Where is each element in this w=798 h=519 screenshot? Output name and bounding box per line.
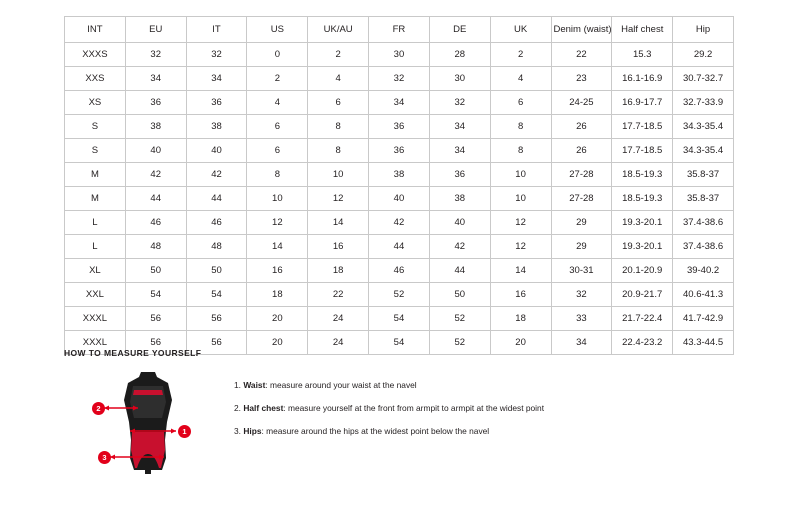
size-chart-table [64, 16, 734, 355]
table-cell: 6 [308, 91, 369, 115]
table-cell: 44 [186, 187, 247, 211]
measure-note-text: : measure yourself at the front from armpit to armpit at the widest point [283, 403, 545, 413]
measure-note-term: Waist [243, 380, 266, 390]
table-cell: 38 [429, 187, 490, 211]
table-cell: 37.4-38.6 [673, 211, 734, 235]
table-header-row [65, 17, 734, 43]
table-cell: 22 [551, 43, 612, 67]
table-cell: 24 [308, 307, 369, 331]
table-cell: 2 [308, 43, 369, 67]
table-row [65, 43, 734, 67]
table-cell: 44 [429, 259, 490, 283]
table-cell: XL [65, 259, 126, 283]
table-cell: XXXL [65, 331, 126, 355]
table-cell: 54 [369, 307, 430, 331]
table-cell: 32 [125, 43, 186, 67]
table-cell: 2 [490, 43, 551, 67]
measure-notes-list [234, 380, 544, 449]
table-cell: 41.7-42.9 [673, 307, 734, 331]
table-cell: 26 [551, 139, 612, 163]
measurement-arrows-icon [90, 370, 210, 490]
table-column-header: DE [429, 17, 490, 43]
table-cell: S [65, 139, 126, 163]
table-cell: 29 [551, 235, 612, 259]
table-cell: 27-28 [551, 163, 612, 187]
table-cell: 35.8-37 [673, 163, 734, 187]
table-cell: 42 [429, 235, 490, 259]
table-cell: 56 [186, 307, 247, 331]
table-cell: 50 [186, 259, 247, 283]
table-cell: S [65, 115, 126, 139]
table-cell: 36 [186, 91, 247, 115]
table-row [65, 283, 734, 307]
table-cell: 8 [247, 163, 308, 187]
table-cell: 16.9-17.7 [612, 91, 673, 115]
table-cell: 56 [125, 307, 186, 331]
table-cell: 33 [551, 307, 612, 331]
table-cell: 40 [186, 139, 247, 163]
table-cell: 35.8-37 [673, 187, 734, 211]
table-cell: 18 [247, 283, 308, 307]
table-cell: XS [65, 91, 126, 115]
table-cell: 46 [186, 211, 247, 235]
table-row [65, 187, 734, 211]
table-cell: 34 [429, 139, 490, 163]
table-row [65, 235, 734, 259]
table-cell: 30-31 [551, 259, 612, 283]
table-cell: 38 [186, 115, 247, 139]
table-cell: 54 [369, 331, 430, 355]
table-cell: 4 [308, 67, 369, 91]
table-cell: 10 [490, 163, 551, 187]
table-cell: 56 [125, 331, 186, 355]
how-to-measure-body [64, 368, 744, 490]
table-cell: 42 [125, 163, 186, 187]
table-cell: 21.7-22.4 [612, 307, 673, 331]
table-cell: 19.3-20.1 [612, 235, 673, 259]
table-cell: 30 [369, 43, 430, 67]
table-cell: 52 [369, 283, 430, 307]
table-cell: 40 [369, 187, 430, 211]
measure-note-term: Hips [243, 426, 262, 436]
table-cell: 8 [490, 139, 551, 163]
measure-note-number: 3. [234, 426, 241, 436]
table-cell: 56 [186, 331, 247, 355]
table-cell: 18.5-19.3 [612, 187, 673, 211]
measure-note-text: : measure around the hips at the widest point below the navel [261, 426, 490, 436]
table-row [65, 307, 734, 331]
table-cell: 12 [308, 187, 369, 211]
table-cell: 44 [369, 235, 430, 259]
table-cell: 8 [308, 139, 369, 163]
table-cell: XXL [65, 283, 126, 307]
table-cell: 52 [429, 307, 490, 331]
table-cell: 18.5-19.3 [612, 163, 673, 187]
measure-note-number: 2. [234, 403, 241, 413]
table-cell: L [65, 235, 126, 259]
table-cell: 16 [308, 235, 369, 259]
table-cell: 36 [125, 91, 186, 115]
table-cell: 38 [125, 115, 186, 139]
table-row [65, 139, 734, 163]
table-cell: 17.7-18.5 [612, 115, 673, 139]
table-cell: 12 [247, 211, 308, 235]
table-cell: 37.4-38.6 [673, 235, 734, 259]
table-column-header: UK [490, 17, 551, 43]
table-cell: 34.3-35.4 [673, 139, 734, 163]
measure-note [234, 380, 544, 390]
table-cell: 40 [429, 211, 490, 235]
table-cell: 52 [429, 331, 490, 355]
table-row [65, 163, 734, 187]
table-cell: 36 [369, 115, 430, 139]
table-cell: M [65, 163, 126, 187]
table-cell: 0 [247, 43, 308, 67]
table-cell: 43.3-44.5 [673, 331, 734, 355]
table-cell: 29 [551, 211, 612, 235]
measure-marker-1: 1 [178, 425, 191, 438]
table-cell: 40.6-41.3 [673, 283, 734, 307]
table-column-header: IT [186, 17, 247, 43]
table-cell: 4 [247, 91, 308, 115]
table-cell: 14 [490, 259, 551, 283]
measure-marker-2: 2 [92, 402, 105, 415]
table-cell: 48 [125, 235, 186, 259]
table-cell: 54 [125, 283, 186, 307]
table-cell: 32 [551, 283, 612, 307]
table-column-header: UK/AU [308, 17, 369, 43]
table-column-header: Hip [673, 17, 734, 43]
table-cell: 30 [429, 67, 490, 91]
table-cell: 34 [429, 115, 490, 139]
how-to-measure-title: HOW TO MEASURE YOURSELF [64, 348, 202, 358]
table-cell: 32 [369, 67, 430, 91]
table-cell: 14 [247, 235, 308, 259]
table-cell: 4 [490, 67, 551, 91]
table-cell: 26 [551, 115, 612, 139]
table-cell: 36 [429, 163, 490, 187]
table-cell: 40 [125, 139, 186, 163]
table-cell: 12 [490, 211, 551, 235]
table-cell: 39-40.2 [673, 259, 734, 283]
table-column-header: Denim (waist) [551, 17, 612, 43]
table-cell: L [65, 211, 126, 235]
table-cell: 23 [551, 67, 612, 91]
table-cell: 32.7-33.9 [673, 91, 734, 115]
measure-note-number: 1. [234, 380, 241, 390]
table-cell: 2 [247, 67, 308, 91]
table-cell: 38 [369, 163, 430, 187]
table-cell: 10 [308, 163, 369, 187]
table-cell: 19.3-20.1 [612, 211, 673, 235]
measure-note [234, 403, 544, 413]
table-cell: 24-25 [551, 91, 612, 115]
table-cell: 20.9-21.7 [612, 283, 673, 307]
table-cell: 16 [247, 259, 308, 283]
table-cell: 12 [490, 235, 551, 259]
table-cell: 18 [308, 259, 369, 283]
table-cell: 36 [369, 139, 430, 163]
measure-note-term: Half chest [243, 403, 284, 413]
table-cell: 46 [125, 211, 186, 235]
table-cell: 44 [125, 187, 186, 211]
table-cell: 8 [308, 115, 369, 139]
table-cell: 6 [247, 115, 308, 139]
table-cell: 29.2 [673, 43, 734, 67]
table-row [65, 211, 734, 235]
table-cell: 28 [429, 43, 490, 67]
mannequin-illustration [90, 370, 210, 490]
table-cell: 34.3-35.4 [673, 115, 734, 139]
table-cell: 50 [429, 283, 490, 307]
table-cell: XXXL [65, 307, 126, 331]
table-cell: 17.7-18.5 [612, 139, 673, 163]
table-cell: 22.4-23.2 [612, 331, 673, 355]
table-cell: 20 [247, 331, 308, 355]
table-cell: M [65, 187, 126, 211]
table-cell: 10 [490, 187, 551, 211]
table-column-header: FR [369, 17, 430, 43]
table-cell: 27-28 [551, 187, 612, 211]
table-cell: 14 [308, 211, 369, 235]
measure-marker-3: 3 [98, 451, 111, 464]
table-cell: 34 [551, 331, 612, 355]
table-cell: 54 [186, 283, 247, 307]
table-cell: 10 [247, 187, 308, 211]
table-row [65, 67, 734, 91]
table-cell: XXS [65, 67, 126, 91]
table-cell: 20 [490, 331, 551, 355]
how-to-measure-section [64, 348, 744, 490]
table-cell: 34 [186, 67, 247, 91]
table-cell: 15.3 [612, 43, 673, 67]
table-column-header: Half chest [612, 17, 673, 43]
table-cell: 32 [429, 91, 490, 115]
table-cell: 42 [186, 163, 247, 187]
table-cell: 18 [490, 307, 551, 331]
table-cell: 6 [490, 91, 551, 115]
table-cell: XXXS [65, 43, 126, 67]
table-column-header: EU [125, 17, 186, 43]
measure-note-text: : measure around your waist at the navel [265, 380, 417, 390]
table-cell: 42 [369, 211, 430, 235]
table-column-header: INT [65, 17, 126, 43]
measure-note [234, 426, 544, 436]
table-column-header: US [247, 17, 308, 43]
table-cell: 6 [247, 139, 308, 163]
table-row [65, 115, 734, 139]
table-cell: 30.7-32.7 [673, 67, 734, 91]
table-cell: 32 [186, 43, 247, 67]
table-cell: 34 [369, 91, 430, 115]
table-row [65, 91, 734, 115]
table-cell: 24 [308, 331, 369, 355]
table-cell: 22 [308, 283, 369, 307]
size-chart-table-container [64, 16, 734, 355]
table-cell: 34 [125, 67, 186, 91]
table-header [65, 17, 734, 43]
table-cell: 46 [369, 259, 430, 283]
table-cell: 16.1-16.9 [612, 67, 673, 91]
table-cell: 48 [186, 235, 247, 259]
table-cell: 50 [125, 259, 186, 283]
table-cell: 20 [247, 307, 308, 331]
table-cell: 8 [490, 115, 551, 139]
table-cell: 20.1-20.9 [612, 259, 673, 283]
table-body [65, 43, 734, 355]
table-row [65, 259, 734, 283]
table-cell: 16 [490, 283, 551, 307]
